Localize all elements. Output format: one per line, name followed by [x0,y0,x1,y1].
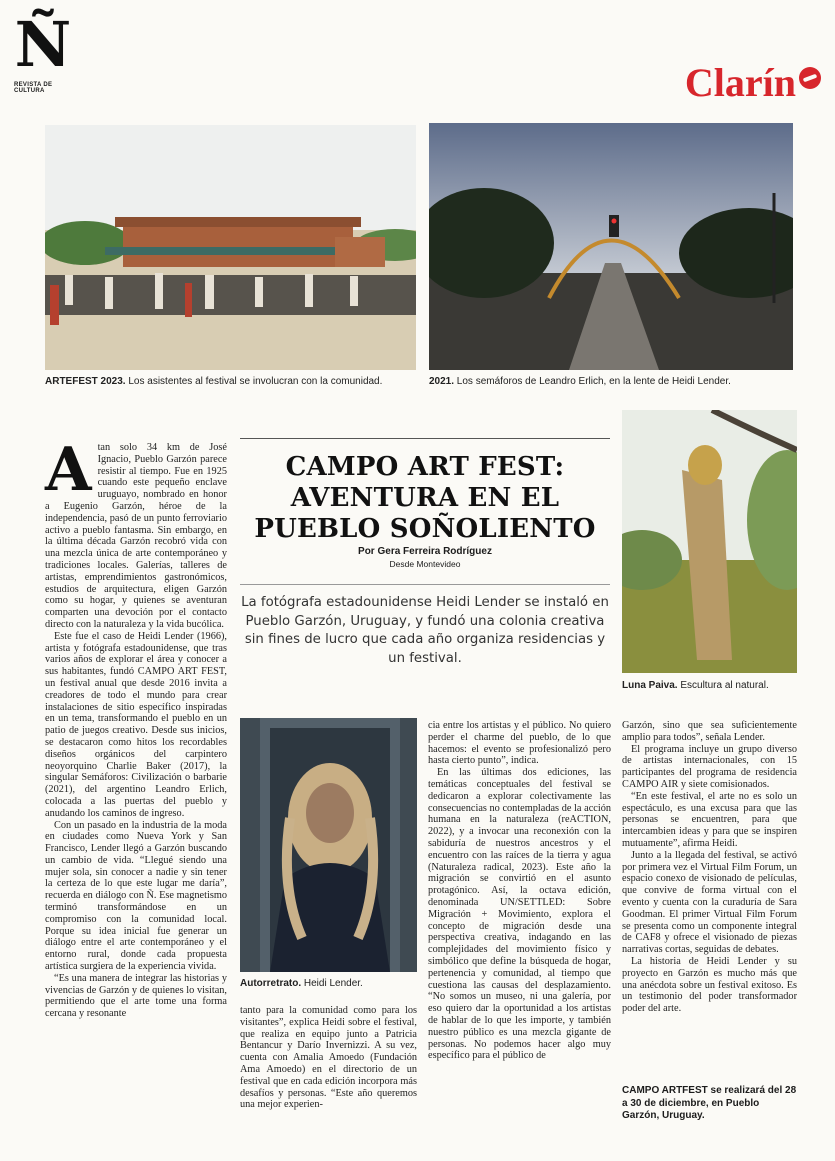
article-column-2 [240,1005,417,1111]
headline-line: AVENTURA EN EL [290,483,560,513]
caption-semaforos: 2021. Los semáforos de Leandro Erlich, en la lente de Heidi Lender. [429,376,731,387]
newspaper-name: Clarín [684,60,796,105]
paragraph: Este fue el caso de Heidi Lender (1966), artista y fotógrafa estadounidense, que tras varios años de explorar el área y conocer a sus habitantes, fundó CAMPO ART FEST, un festival anual que desde 2016 invita a creadores de todo el mundo para crear instalaciones de sitio específico inspiradas en un tema, transformando el pueblo en un patio de juegos creativo. Desde sus inicios, se destacaron como hitos los recordables diseños orgánicos del carpintero neoyorquino Charlie Baker (2017), la singular Semáforos: Civilización o barbarie (2021), del argentino Leandro Erlich, colocada a las puertas del pueblo y anudando los caminos de ingreso. [45,630,227,819]
dropcap: A [45,435,92,505]
paragraph: “En este festival, el arte no es solo un espectáculo, es una excusa para que las personas se encuentren, para que intercambien ideas y para que se inspiren mutuamente”, afirma Heidi. [622,790,797,849]
paragraph: La historia de Heidi Lender y su proyecto en Garzón es mucho más que una anécdota sobre un festival exitoso. Es un testimonio del poder transformador poder del arte. [622,955,797,1015]
article-column-1 [45,435,227,1020]
paragraph: cia entre los artistas y el público. No quiero perder el charme del pueblo, de lo que hacemos: el evento se profesionalizó pero hasta cierto punto”, indica. [428,720,611,767]
deck-top-rule [240,584,610,585]
photo-semaforos [429,123,793,370]
photo-autorretrato [240,718,417,972]
logo-subtitle: REVISTA DE CULTURA [14,82,53,94]
article-column-3 [428,720,611,1062]
byline [240,545,610,571]
paragraph: Atan solo 34 km de José Ignacio, Pueblo Garzón parece resistir al tiempo. Fue en 1925 cuando este pequeño enclave uruguayo, nombrado en honor a Eugenio Garzón, héroe de la independencia, pasó de un punto ferroviario activo a pueblo fantasma. Sin embargo, en la última década Garzón recobró vida con una mezcla única de arte contemporáneo y tradiciones locales. Galerías, talleres de artistas, emprendimientos gastronómicos, estudios de arquitectura, eligen Garzón como su hogar, y quienes se aventuran comparten una devoción por el contacto directo con la naturaleza y la vida bucólica. [45,435,227,630]
artefest-crowd-image [45,125,416,370]
paragraph: Con un pasado en la industria de la moda en ciudades como Nueva York y San Francisco, Lender llegó a Garzón buscando un cambio de vida. “Llegué siendo una mujer sola, sin conocer a nadie y sin tener la certeza de lo que este lugar me daría”, recuerda en diálogo con Ñ. Ese magnetismo terminó transformándose en un compromiso con la comunidad local. Porque su idea inicial fue generar un diálogo entre el arte contemporáneo y el entorno rural, donde cada propuesta artística surgiera de la experiencia vivida. [45,819,227,973]
headline [240,452,610,545]
caption-escultura: Luna Paiva. Escultura al natural. [622,680,769,691]
caption-autorretrato: Autorretrato. Heidi Lender. [240,978,363,989]
logo-letter: Ñ [14,8,72,81]
headline-line: CAMPO ART FEST: [285,452,565,482]
location: Desde Montevideo [389,559,461,569]
photo-artefest-crowd [45,125,416,370]
caption-artefest: ARTEFEST 2023. Los asistentes al festival se involucran con la comunidad. [45,376,383,387]
headline-top-rule [240,438,610,439]
revista-n-logo [14,10,72,98]
paragraph: Junto a la llegada del festival, se activó por primera vez el Virtual Film Forum, un espacio conexo de visionado de películas, que convive de forma virtual con el evento y cuenta con la curaduría de Sara Goodman. El primer Virtual Film Forum se presenta como un componente integral de CAF8 y ofrece el visionado de piezas narrativas cortas, seguidas de debates. [622,849,797,956]
paragraph: “Es una manera de integrar las historias y vivencias de Garzón y de quienes lo visitan, permitiendo que el arte tome una forma cercana y resonante [45,972,227,1020]
clarin-logo [685,60,821,106]
escultura-image [622,410,797,673]
headline-line: PUEBLO SOÑOLIENTO [254,514,596,544]
paragraph: El programa incluye un grupo diverso de artistas internacionales, con 15 participantes del programa de residencia CAMPO AIR y siete comisionados. [622,743,797,790]
paragraph: En las últimas dos ediciones, las temáticas conceptuales del festival se dedicaron a explorar colectivamente las consecuencias no contempladas de la acción humana en la naturaleza (reACTION, 2022), y a invocar una reconexión con la sabiduría de nuestros ancestros y el encuentro con las raíces de la tierra y agua (Naturaleza radical, 2023). Este año la migración se convirtió en el asunto protagónico. Así, la octava edición, denominada UN/SETTLED: Sobre Migración + Movimiento, explora el concepto de migración desde una perspectiva creativa, indagando en las complejidades del movimiento físico y simbólico que define la búsqueda de hogar, pertenencia y comunidad, al tiempo que cuestiona las causas del desplazamiento. “No somos un museo, ni una galería, por eso quiero dar la oportunidad a los artistas de hablar de lo que les importe, y también nuestro público es una mezcla gigante de personas. No podemos hacer algo muy específico para el público de [428,767,611,1062]
photo-escultura [622,410,797,673]
clarin-mark-icon [799,67,821,89]
paragraph: tanto para la comunidad como para los visitantes”, explica Heidi sobre el festival, que realiza en equipo junto a Patricia Bentancur y Darío Invernizzi. A su vez, cuenta con Amalia Amoedo (Fundación Ama Amoedo) en el directorio de un festival que en cada edición incorpora más desafíos y personas. “Este año queremos una mejor experien- [240,1005,417,1111]
paragraph: Garzón, sino que sea suficientemente amplio para todos”, señala Lender. [622,720,797,743]
author: Por Gera Ferreira Rodríguez [358,546,492,557]
deck: La fotógrafa estadounidense Heidi Lender se instaló en Pueblo Garzón, Uruguay, y fundó una colonia creativa sin fines de lucro que cada año organiza residencias y un festival. [241,595,609,666]
festival-info: CAMPO ARTFEST se realizará del 28 a 30 de diciembre, en Pueblo Garzón, Uruguay. [622,1085,797,1121]
semaforos-image [429,123,793,370]
autorretrato-image [240,718,417,972]
article-column-4 [622,720,797,1015]
